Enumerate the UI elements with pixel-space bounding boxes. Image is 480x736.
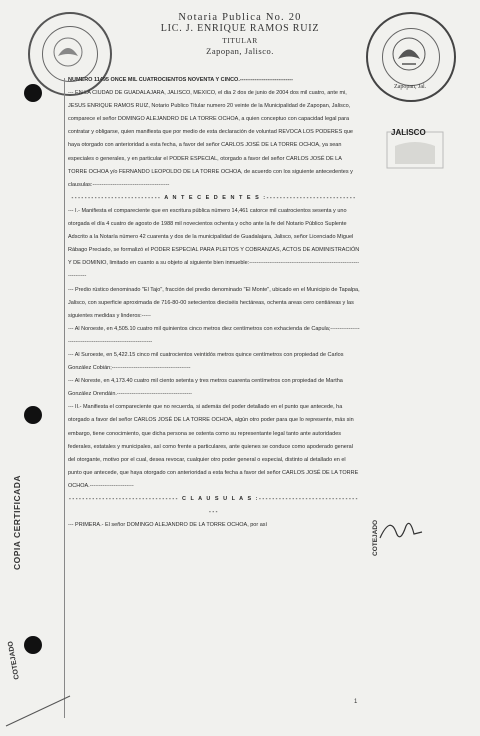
notary-office-title: Notaria Publica No. 20 bbox=[178, 12, 302, 23]
deed-paragraph-boundary-northeast: --- Al Noreste, en 4,173.40 cuatro mil ciento setenta y tres metros cuarenta centímetros con propiedad de Martha González Orendáin.----------------------------------------- bbox=[68, 378, 343, 398]
deed-paragraph-antecedent-2: --- II.- Manifiesta el compareciente que no recuerda, si además del poder detallado en el punto que antecede, ha otorgado a favor del señor CARLOS JOSÉ DE LA TORRE OCHOA, algún otro poder para que lo represente, más sin embargo, tiene conocimiento, que dicha persona se ostenta como su representante legal tanto ante autoridades federales, estatales y municipales, así como frente a particulares, ante quienes se conduce como apoderado general del otorgante, motivo por el cual, desea revocar, cualquier otro poder general o especial, distinto al detallado en el punto que antecede, que haya otorgado con anterioridad a esta fecha a favor del señor CARLOS JOSÉ DE LA TORRE OCHOA.------------------------ bbox=[68, 404, 359, 489]
deed-paragraph-clause-1: --- PRIMERA.- El señor DOMINGO ALEJANDRO DE LA TORRE OCHOA, por así bbox=[68, 522, 268, 529]
seal-place-label: Zapopan, Jal. bbox=[394, 84, 427, 90]
page-number: 1 bbox=[354, 699, 358, 705]
pen-stroke-mark bbox=[4, 690, 74, 730]
certified-copy-stamp: COPIA CERTIFICADA bbox=[12, 474, 22, 570]
binder-hole bbox=[24, 406, 42, 424]
deed-paragraph-opening: --- EN LA CIUDAD DE GUADALAJARA, JALISCO, MEXICO, el dia 2 dos de junio de 2004 dos mil cuatro, ante mi, JESUS ENRIQUE RAMOS RUIZ, Notario Publico Titular numero 20 veinte de la Municipalidad de Zapopan, Jalisco, comparece el señor DOMINGO ALEJANDRO DE LA TORRE OCHOA, a quien conceptuo con capacidad legal para contratar y obligarse, quien manifiesta que por medio de esta declaración de voluntad REVOCA LOS PODERES que haya otorgado con anterioridad a esta fecha, a favor del señor CARLOS JOSÉ DE LA TORRE OCHOA, ya sean especiales o generales, y en particular el PODER ESPECIAL, otorgado a favor del señor CARLOS JOSÉ DE LA TORRE OCHOA y/o FERNANDO LEOPOLDO DE LA TORRE OCHOA, de acuerdo con los siguiente antecedentes y clausulas:------------------------------------------ bbox=[68, 90, 353, 188]
notary-role: TITULAR bbox=[222, 36, 258, 45]
jalisco-label: JALISCO bbox=[391, 128, 426, 137]
deed-paragraph-antecedent-1: --- I.- Manifiesta el compareciente que en escritura pública número 14,461 catorce mil cuatrocientos sesenta y uno otorgada el día 4 cuatro de agosto de 1988 mil novecientos ochenta y ocho ante la fe del Notario Público Suplente Adscrito a la Notaría número 42 cuarenta y dos de la municipalidad de Guadalajara, Jalisco, señor Licenciado Miguel Rábago Preciado, se formalizó el PODER ESPECIAL PARA PLEITOS Y COBRANZAS, ACTOS DE ADMINISTRACIÓN Y DE DOMINIO, limitado en cuanto a su objeto al siguiente bien inmueble:---------------------------------------------------------------------- bbox=[68, 207, 360, 280]
deed-paragraph-property: --- Predio rústico denominado "El Tajo", fracción del predio denominado "El Monte", ubicado en el Municipio de Tapalpa, Jalisco, con superficie aproximada de 716-80-00 setecientos dieciséis hectáreas, ochenta areas cero centiáreas y las siguientes medidas y linderos:----- bbox=[68, 286, 360, 319]
signature-mark bbox=[376, 510, 426, 550]
clausulas-heading: --------------------------------- C L A U S U L A S :--------------------------------- bbox=[69, 496, 359, 516]
notary-name: LIC. J. ENRIQUE RAMOS RUIZ bbox=[160, 23, 320, 34]
notary-header bbox=[0, 12, 480, 57]
notary-location: Zapopan, Jalisco. bbox=[206, 46, 274, 56]
jalisco-stamp bbox=[385, 124, 445, 172]
binder-hole bbox=[24, 636, 42, 654]
deed-paragraph-boundary-southwest: --- Al Suroeste, en 5,422.15 cinco mil cuatrocientos veintidós metros quince centímetros con propiedad de Carlos González Cobián;------------------------------------------- bbox=[68, 351, 344, 372]
margin-rule bbox=[64, 78, 65, 718]
antecedentes-heading: --------------------------- A N T E C E D E N T E S :--------------------------- bbox=[71, 194, 357, 201]
deed-paragraph-boundary-northwest: --- Al Noroeste, en 4,505.10 cuatro mil quinientos cinco metros diez centímetros con exhacienda de Capula;-------------------------------------------------------------- bbox=[68, 325, 360, 345]
cotejado-stamp-right: COTEJADO bbox=[372, 519, 379, 556]
deed-number: NUMERO 11495 ONCE MIL CUATROCIENTOS NOVENTA Y CINCO.----------------------------- bbox=[68, 77, 293, 83]
deed-body bbox=[68, 74, 360, 532]
cotejado-stamp-left: COTEJADO bbox=[7, 640, 21, 680]
